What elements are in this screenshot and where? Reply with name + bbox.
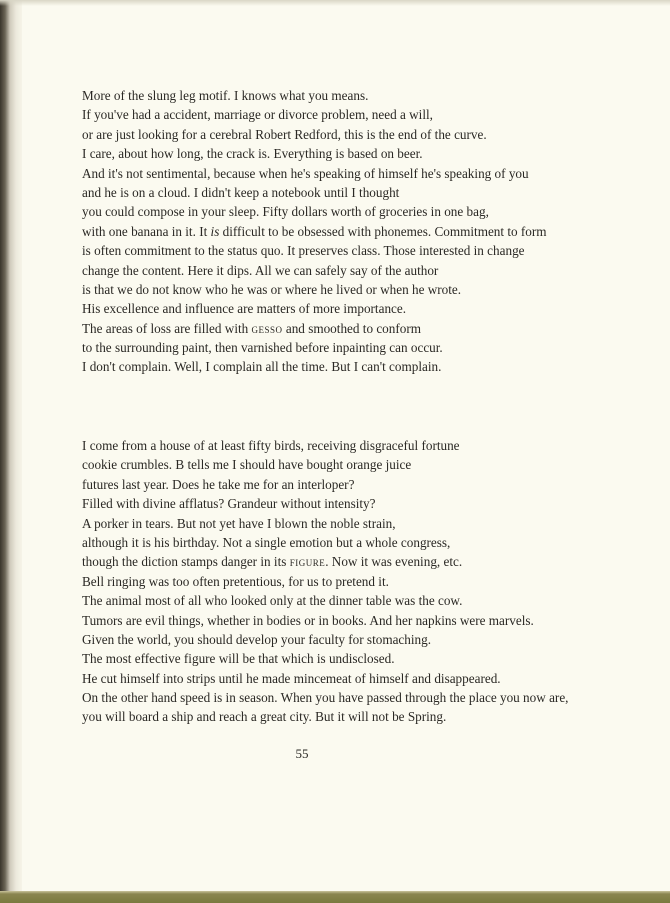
poem-line xyxy=(82,202,547,221)
line-text: If you've had a accident, marriage or divorce problem, need a will, xyxy=(82,107,433,123)
line-text: cookie crumbles. B tells me I should have bought orange juice xyxy=(82,457,412,473)
line-text: is often commitment to the status quo. It preserves class. Those interested in change xyxy=(82,243,525,259)
poem-line xyxy=(82,494,568,513)
line-text: . Now it was evening, etc. xyxy=(325,554,463,570)
poem-line xyxy=(82,86,547,105)
line-text: More of the slung leg motif. I knows what you means. xyxy=(82,88,369,103)
line-text: you could compose in your sleep. Fifty dollars worth of groceries in one bag, xyxy=(82,204,489,220)
poem-line xyxy=(82,299,547,318)
line-text: futures last year. Does he take me for an interloper? xyxy=(82,476,355,492)
poem-line xyxy=(82,475,568,494)
poem-line xyxy=(82,222,547,241)
poem-stanza-1 xyxy=(82,86,547,377)
line-text: though the diction stamps danger in its xyxy=(82,554,290,570)
poem-line xyxy=(82,649,568,668)
poem-line xyxy=(82,611,568,630)
line-text: I don't complain. Well, I complain all the time. But I can't complain. xyxy=(82,359,442,375)
line-text: He cut himself into strips until he made mincemeat of himself and disappeared. xyxy=(82,670,501,686)
poem-line xyxy=(82,707,568,726)
poem-line xyxy=(82,105,547,124)
line-text: difficult to be obsessed with phonemes. Commitment to form xyxy=(219,223,547,239)
line-text: Bell ringing was too often pretentious, for us to pretend it. xyxy=(82,573,389,589)
line-text: And it's not sentimental, because when he's speaking of himself he's speaking of you xyxy=(82,165,529,181)
line-text: His excellence and influence are matters of more importance. xyxy=(82,301,407,317)
poem-line xyxy=(82,630,568,649)
line-text: The animal most of all who looked only at the dinner table was the cow. xyxy=(82,593,463,609)
line-text: although it is his birthday. Not a single emotion but a whole congress, xyxy=(82,534,451,550)
poem-line xyxy=(82,455,568,474)
line-text: to the surrounding paint, then varnished before inpainting can occur. xyxy=(82,340,443,356)
poem-line xyxy=(82,669,568,688)
poem-line xyxy=(82,552,568,571)
small-caps-text: figure xyxy=(289,554,326,570)
line-text: Given the world, you should develop your faculty for stomaching. xyxy=(82,631,432,647)
line-text: I care, about how long, the crack is. Everything is based on beer. xyxy=(82,146,423,162)
line-text: and he is on a cloud. I didn't keep a notebook until I thought xyxy=(82,184,400,200)
line-text: you will board a ship and reach a great city. But it will not be Spring. xyxy=(82,709,447,725)
poem-line xyxy=(82,261,547,280)
poem-line xyxy=(82,436,568,455)
poem-line xyxy=(82,319,547,338)
line-text: Filled with divine afflatus? Grandeur without intensity? xyxy=(82,496,376,512)
poem-line xyxy=(82,144,547,163)
poem-line xyxy=(82,183,547,202)
book-cover-edge xyxy=(0,891,670,903)
poem-stanza-2 xyxy=(82,436,568,727)
poem-line xyxy=(82,572,568,591)
poem-line xyxy=(82,591,568,610)
poem-line xyxy=(82,280,547,299)
poem-line xyxy=(82,164,547,183)
poem-line xyxy=(82,338,547,357)
book-spine-shadow xyxy=(0,0,22,903)
line-text: On the other hand speed is in season. When you have passed through the place you now are, xyxy=(82,690,569,706)
italic-text: is xyxy=(210,223,220,239)
line-text: A porker in tears. But not yet have I blown the noble strain, xyxy=(82,515,396,531)
page-top-edge xyxy=(0,0,670,6)
poem-line xyxy=(82,357,547,376)
line-text: The most effective figure will be that which is undisclosed. xyxy=(82,651,395,667)
poem-line xyxy=(82,514,568,533)
line-text: The areas of loss are filled with xyxy=(82,320,252,336)
poem-line xyxy=(82,125,547,144)
line-text: I come from a house of at least fifty birds, receiving disgraceful fortune xyxy=(82,438,460,453)
poem-line xyxy=(82,688,568,707)
line-text: with one banana in it. It xyxy=(82,223,211,239)
line-text: or are just looking for a cerebral Robert Redford, this is the end of the curve. xyxy=(82,126,487,142)
line-text: Tumors are evil things, whether in bodies or in books. And her napkins were marvels. xyxy=(82,612,534,628)
line-text: and smoothed to conform xyxy=(282,320,422,336)
small-caps-text: gesso xyxy=(251,320,283,336)
poem-line xyxy=(82,533,568,552)
line-text: change the content. Here it dips. All we can safely say of the author xyxy=(82,262,439,278)
poem-line xyxy=(82,241,547,260)
line-text: is that we do not know who he was or where he lived or when he wrote. xyxy=(82,281,462,297)
page-number: 55 xyxy=(295,746,309,761)
